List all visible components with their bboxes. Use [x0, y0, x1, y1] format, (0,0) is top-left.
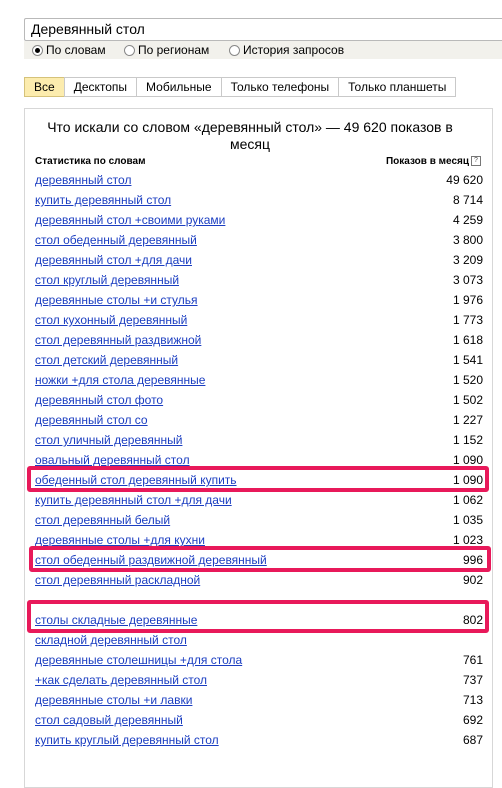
- radio-selected-icon: [32, 45, 43, 56]
- help-icon[interactable]: ?: [471, 156, 481, 166]
- keyword-link[interactable]: стол садовый деревянный: [35, 713, 183, 727]
- table-row: [34, 430, 483, 450]
- impressions-count: 3 073: [452, 273, 483, 287]
- keyword-link[interactable]: стол обеденный деревянный: [35, 233, 197, 247]
- table-row: [34, 510, 483, 530]
- search-input[interactable]: [31, 21, 491, 37]
- table-row: [34, 650, 483, 670]
- impressions-count: 737: [462, 673, 483, 687]
- keyword-link[interactable]: деревянный стол +для дачи: [35, 253, 192, 267]
- tab-tablets-only[interactable]: Только планшеты: [338, 77, 456, 97]
- keyword-link[interactable]: деревянный стол: [35, 173, 132, 187]
- keyword-link[interactable]: обеденный стол деревянный купить: [35, 473, 237, 487]
- keyword-link[interactable]: овальный деревянный стол: [35, 453, 190, 467]
- impressions-count: 1 090: [452, 473, 483, 487]
- impressions-count: 1 520: [452, 373, 483, 387]
- table-row: [34, 730, 483, 750]
- column-header-count-label: Показов в месяц: [385, 156, 469, 167]
- impressions-count: 3 800: [452, 233, 483, 247]
- table-row: [34, 570, 483, 590]
- keyword-link[interactable]: стол детский деревянный: [35, 353, 179, 367]
- table-row: [34, 630, 483, 650]
- keyword-link[interactable]: деревянные столы +для кухни: [35, 533, 205, 547]
- top-nav-strip: [0, 0, 502, 8]
- table-row: [34, 470, 483, 490]
- table-row: [34, 590, 483, 610]
- column-header-phrase: Статистика по словам: [35, 156, 146, 167]
- impressions-count: 902: [462, 573, 483, 587]
- impressions-count: 1 152: [452, 433, 483, 447]
- keyword-link[interactable]: стол уличный деревянный: [35, 433, 183, 447]
- table-row: [34, 370, 483, 390]
- impressions-count: 1 502: [452, 393, 483, 407]
- radio-by-regions[interactable]: [124, 43, 209, 57]
- keyword-link[interactable]: деревянный стол со: [35, 413, 148, 427]
- impressions-count: 1 035: [452, 513, 483, 527]
- radio-label: По словам: [46, 43, 106, 57]
- keyword-link[interactable]: деревянные столы +и лавки: [35, 693, 193, 707]
- keyword-link[interactable]: деревянный стол фото: [35, 393, 164, 407]
- keyword-link[interactable]: стол кухонный деревянный: [35, 313, 188, 327]
- table-row: [34, 550, 483, 570]
- keyword-link[interactable]: столы складные деревянные: [35, 613, 198, 627]
- keyword-link[interactable]: стол деревянный раздвижной: [35, 333, 202, 347]
- table-row: [34, 750, 483, 770]
- impressions-count: 49 620: [446, 173, 483, 187]
- radio-query-history[interactable]: [229, 43, 344, 57]
- table-row: [34, 390, 483, 410]
- table-row: [34, 690, 483, 710]
- table-row: [34, 350, 483, 370]
- table-row: [34, 330, 483, 350]
- keyword-link[interactable]: деревянные столешницы +для стола: [35, 653, 243, 667]
- radio-by-words[interactable]: [32, 43, 106, 57]
- impressions-count: 802: [462, 613, 483, 627]
- keyword-link[interactable]: стол круглый деревянный: [35, 273, 180, 287]
- search-mode-row: [24, 41, 502, 59]
- column-header-count: [386, 156, 481, 167]
- keyword-link[interactable]: деревянные столы +и стулья: [35, 293, 198, 307]
- keyword-link[interactable]: ножки +для стола деревянные: [35, 373, 206, 387]
- impressions-count: 996: [462, 553, 483, 567]
- table-row: [34, 530, 483, 550]
- impressions-count: 1 090: [452, 453, 483, 467]
- tab-phones-only[interactable]: Только телефоны: [221, 77, 340, 97]
- table-row: [34, 490, 483, 510]
- radio-unselected-icon: [229, 45, 240, 56]
- impressions-count: 1 618: [452, 333, 483, 347]
- radio-label: История запросов: [243, 43, 345, 57]
- impressions-count: 1 227: [452, 413, 483, 427]
- table-row: [34, 190, 483, 210]
- keyword-link[interactable]: купить деревянный стол +для дачи: [35, 493, 232, 507]
- keyword-link[interactable]: +как сделать деревянный стол: [35, 673, 208, 687]
- table-row: [34, 230, 483, 250]
- radio-unselected-icon: [124, 45, 135, 56]
- table-row: [34, 410, 483, 430]
- impressions-count: 1 023: [452, 533, 483, 547]
- impressions-count: 1 773: [452, 313, 483, 327]
- impressions-count: 8 714: [452, 193, 483, 207]
- keyword-link[interactable]: купить деревянный стол: [35, 193, 172, 207]
- table-row: [34, 270, 483, 290]
- keyword-link[interactable]: купить круглый деревянный стол: [35, 733, 219, 747]
- impressions-count: 687: [462, 733, 483, 747]
- table-row: [34, 210, 483, 230]
- tab-mobile[interactable]: Мобильные: [136, 77, 222, 97]
- device-tabs: [24, 77, 456, 97]
- table-row: [34, 250, 483, 270]
- keyword-link[interactable]: складной деревянный стол: [35, 633, 187, 647]
- table-row: [34, 290, 483, 310]
- table-row: [34, 610, 483, 630]
- impressions-count: 3 209: [452, 253, 483, 267]
- table-row: [34, 310, 483, 330]
- impressions-count: 1 976: [452, 293, 483, 307]
- table-row: [34, 450, 483, 470]
- impressions-count: 692: [462, 713, 483, 727]
- impressions-count: 4 259: [452, 213, 483, 227]
- radio-label: По регионам: [138, 43, 210, 57]
- results-list: [34, 170, 483, 770]
- tab-all[interactable]: Все: [24, 77, 65, 97]
- impressions-count: 713: [462, 693, 483, 707]
- table-row: [34, 170, 483, 190]
- impressions-count: 1 541: [452, 353, 483, 367]
- keyword-link[interactable]: стол обеденный раздвижной деревянный: [35, 553, 267, 567]
- impressions-count: 1 062: [452, 493, 483, 507]
- table-row: [34, 670, 483, 690]
- table-row: [34, 710, 483, 730]
- search-box[interactable]: [24, 18, 502, 41]
- panel-title: Что искали со словом «деревянный стол» — 49 620 показов в месяц: [47, 119, 453, 152]
- keyword-link[interactable]: деревянный стол +своими руками: [35, 213, 226, 227]
- keyword-link[interactable]: стол деревянный белый: [35, 513, 171, 527]
- impressions-count: 761: [462, 653, 483, 667]
- keyword-link[interactable]: стол деревянный раскладной: [35, 573, 201, 587]
- tab-desktops[interactable]: Десктопы: [64, 77, 137, 97]
